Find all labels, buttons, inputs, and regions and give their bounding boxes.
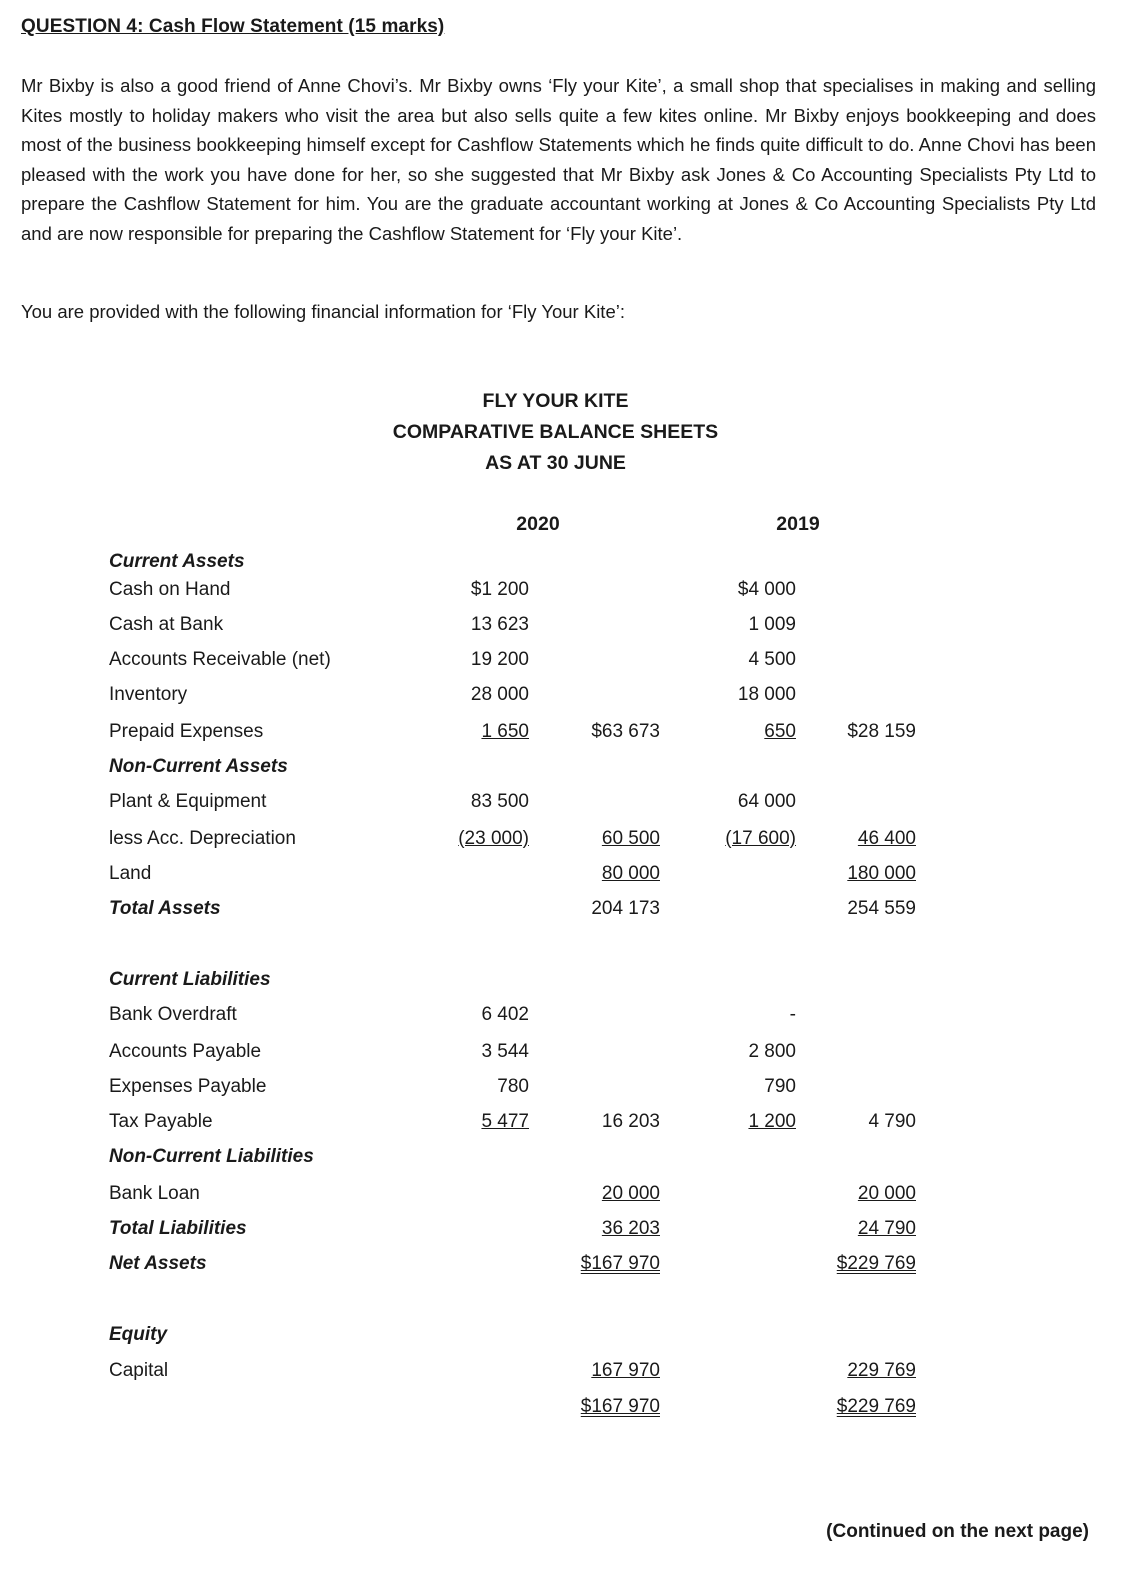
section-current-assets: Current Assets <box>109 551 245 572</box>
value-text: 650 <box>764 721 796 742</box>
value-text: $167 970 <box>580 1253 660 1274</box>
section-non-current-liabilities: Non-Current Liabilities <box>109 1146 314 1167</box>
value-2020: 83 500 <box>470 791 529 812</box>
row-label: Bank Overdraft <box>109 1004 237 1025</box>
value-2019 <box>656 828 796 850</box>
value-text: 180 000 <box>847 863 916 884</box>
value-text: 46 400 <box>857 828 916 849</box>
value-2019 <box>656 721 796 743</box>
section-equity: Equity <box>109 1324 168 1345</box>
value-text: 5 477 <box>481 1111 529 1132</box>
row-label: Accounts Receivable (net) <box>109 649 331 670</box>
total-2019 <box>776 1396 916 1418</box>
total-2019 <box>776 1218 916 1240</box>
section-non-current-assets: Non-Current Assets <box>109 756 288 777</box>
row-label: Plant & Equipment <box>109 791 267 812</box>
statement-title-company: FLY YOUR KITE <box>482 390 629 412</box>
row-label: Land <box>109 863 152 884</box>
row-label: Tax Payable <box>109 1111 213 1132</box>
row-label: Inventory <box>109 684 188 705</box>
value-text: 229 769 <box>847 1360 916 1381</box>
total-2019: 254 559 <box>847 898 916 919</box>
value-2020: 13 623 <box>470 614 529 635</box>
subtotal-2019 <box>776 1183 916 1205</box>
value-2019: - <box>789 1004 796 1025</box>
value-text: 20 000 <box>857 1183 916 1204</box>
value-2020 <box>389 1111 529 1133</box>
row-label: Total Assets <box>109 898 221 919</box>
section-current-liabilities: Current Liabilities <box>109 969 271 990</box>
value-text: 60 500 <box>601 828 660 849</box>
continued-note: (Continued on the next page) <box>826 1521 1089 1542</box>
total-2019 <box>776 1253 916 1275</box>
row-label: less Acc. Depreciation <box>109 828 296 849</box>
value-2019: 18 000 <box>737 684 796 705</box>
value-2020: 3 544 <box>481 1041 529 1062</box>
value-2020: $1 200 <box>470 579 529 600</box>
value-text: 167 970 <box>591 1360 660 1381</box>
value-text: $229 769 <box>836 1253 916 1274</box>
row-label: Net Assets <box>109 1253 207 1274</box>
intro-paragraph: Mr Bixby is also a good friend of Anne Chovi’s. Mr Bixby owns ‘Fly your Kite’, a small shop that specialises in making and selling Kites mostly to holiday makers who visit the area but also sells quite a few kites online. Mr Bixby enjoys bookkeeping and does most of the business bookkeeping himself except for Cashflow Statements which he finds quite difficult to do. Anne Chovi has been pleased with the work you have done for her, so she suggested that Mr Bixby ask Jones & Co Accounting Specialists Pty Ltd to prepare the Cashflow Statement for him. You are the graduate accountant working at Jones & Co Accounting Specialists Pty Ltd and are now responsible for preparing the Cashflow Statement for ‘Fly your Kite’. <box>21 75 1096 244</box>
total-2020 <box>520 1218 660 1240</box>
value-text: 36 203 <box>601 1218 660 1239</box>
subtotal-2020 <box>520 828 660 850</box>
subtotal-2019 <box>776 828 916 850</box>
subtotal-2019: $28 159 <box>847 721 916 742</box>
total-2020 <box>520 1396 660 1418</box>
value-2020: 19 200 <box>470 649 529 670</box>
year-header-2020: 2020 <box>516 513 560 535</box>
subtotal-2019: 4 790 <box>868 1111 916 1132</box>
row-label: Accounts Payable <box>109 1041 262 1062</box>
row-label: Prepaid Expenses <box>109 721 264 742</box>
subtotal-2020: $63 673 <box>591 721 660 742</box>
provided-info-text: You are provided with the following financial information for ‘Fly Your Kite’: <box>21 301 625 322</box>
value-2019: 2 800 <box>748 1041 796 1062</box>
value-2019 <box>656 1111 796 1133</box>
value-2020 <box>389 828 529 850</box>
value-2019: 64 000 <box>737 791 796 812</box>
value-text: (17 600) <box>725 828 796 849</box>
value-2019: 4 500 <box>748 649 796 670</box>
value-2019: 1 009 <box>748 614 796 635</box>
value-text: 20 000 <box>601 1183 660 1204</box>
value-2019: 790 <box>764 1076 796 1097</box>
value-text: $167 970 <box>580 1396 660 1417</box>
value-2020: 28 000 <box>470 684 529 705</box>
row-label: Bank Loan <box>109 1183 200 1204</box>
value-2020: 6 402 <box>481 1004 529 1025</box>
row-label: Cash at Bank <box>109 614 224 635</box>
row-label: Total Liabilities <box>109 1218 247 1239</box>
total-2020 <box>520 1253 660 1275</box>
value-text: 1 200 <box>748 1111 796 1132</box>
value-text: 24 790 <box>857 1218 916 1239</box>
subtotal-2019 <box>776 863 916 885</box>
value-text: 80 000 <box>601 863 660 884</box>
row-label: Capital <box>109 1360 169 1381</box>
value-2020: 780 <box>497 1076 529 1097</box>
subtotal-2019 <box>776 1360 916 1382</box>
question-heading: QUESTION 4: Cash Flow Statement (15 marks) <box>21 16 445 37</box>
subtotal-2020: 16 203 <box>601 1111 660 1132</box>
subtotal-2020 <box>520 1360 660 1382</box>
statement-title-date: AS AT 30 JUNE <box>485 452 626 474</box>
value-text: (23 000) <box>458 828 529 849</box>
subtotal-2020 <box>520 863 660 885</box>
value-text: $229 769 <box>836 1396 916 1417</box>
year-header-2019: 2019 <box>776 513 820 535</box>
row-label: Expenses Payable <box>109 1076 267 1097</box>
statement-title-name: COMPARATIVE BALANCE SHEETS <box>392 421 719 443</box>
value-2019: $4 000 <box>737 579 796 600</box>
subtotal-2020 <box>520 1183 660 1205</box>
value-text: 1 650 <box>481 721 529 742</box>
value-2020 <box>389 721 529 743</box>
row-label: Cash on Hand <box>109 579 231 600</box>
total-2020: 204 173 <box>591 898 660 919</box>
